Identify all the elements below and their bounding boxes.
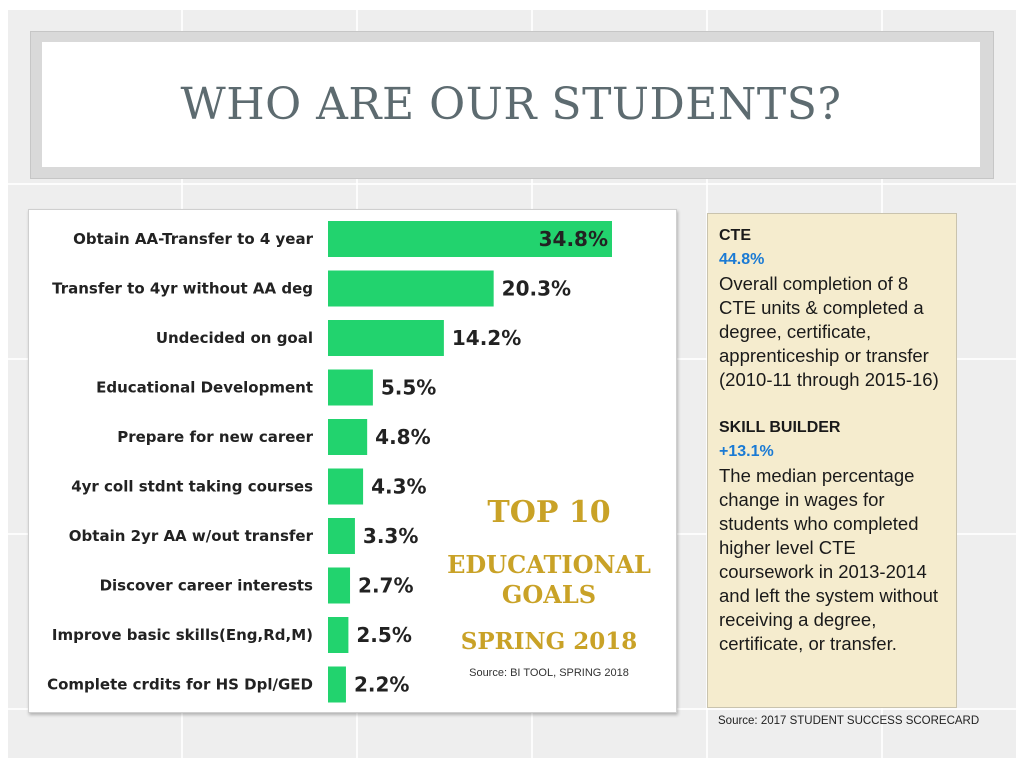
info-box — [707, 213, 957, 708]
category-label: Complete crdits for HS Dpl/GED — [47, 675, 313, 694]
value-label: 3.3% — [362, 524, 419, 548]
value-label: 2.5% — [356, 623, 412, 647]
cte-value: 44.8% — [719, 251, 765, 268]
skill-builder-description: The median percentage change in wages for students who completed higher level CTE coursework in 2013-2014 and left the system without receiving a degree, certificate, or transfer. — [719, 465, 939, 654]
bar — [328, 271, 494, 307]
cte-description: Overall completion of 8 CTE units & completed a degree, certificate, apprenticeship or transfer (2010-11 through 2015-16) — [719, 273, 939, 390]
bar — [328, 419, 367, 455]
value-label: 4.3% — [371, 474, 427, 499]
category-label: Discover career interests — [99, 576, 313, 595]
value-label: 34.8% — [538, 227, 608, 251]
bar — [328, 518, 355, 554]
cte-heading: CTE — [719, 227, 751, 244]
value-label: 14.2% — [451, 326, 522, 350]
category-label: Improve basic skills(Eng,Rd,M) — [51, 626, 313, 644]
caption-educational-goals: EDUCATIONAL GOALS — [447, 550, 651, 609]
value-label: 20.3% — [501, 276, 572, 301]
skill-builder-value: +13.1% — [719, 443, 774, 460]
chart-source: Source: BI TOOL, SPRING 2018 — [469, 667, 629, 679]
value-label: 5.5% — [380, 375, 437, 400]
bar — [328, 568, 350, 604]
bar — [328, 469, 363, 505]
category-label: Prepare for new career — [117, 428, 313, 446]
category-label: Undecided on goal — [155, 329, 313, 347]
chart-caption — [439, 495, 659, 679]
bar — [328, 370, 373, 406]
bar — [328, 667, 346, 703]
slide-title: WHO ARE OUR STUDENTS? — [180, 79, 842, 130]
skill-builder-heading: SKILL BUILDER — [719, 419, 841, 436]
value-label: 2.2% — [353, 672, 410, 697]
category-label: Obtain 2yr AA w/out transfer — [68, 527, 313, 545]
bar — [328, 617, 348, 653]
chart-panel — [28, 209, 677, 713]
bar — [328, 320, 444, 356]
scorecard-source: Source: 2017 STUDENT SUCCESS SCORECARD — [718, 715, 980, 727]
category-label: 4yr coll stdnt taking courses — [71, 477, 313, 496]
title-box — [42, 42, 980, 167]
value-label: 4.8% — [375, 425, 431, 449]
category-label: Educational Development — [96, 378, 313, 397]
category-label: Obtain AA-Transfer to 4 year — [73, 230, 313, 248]
category-label: Transfer to 4yr without AA deg — [52, 279, 313, 298]
caption-spring-2018: SPRING 2018 — [460, 628, 638, 655]
value-label: 2.7% — [358, 573, 414, 598]
caption-top10: TOP 10 — [487, 495, 611, 530]
